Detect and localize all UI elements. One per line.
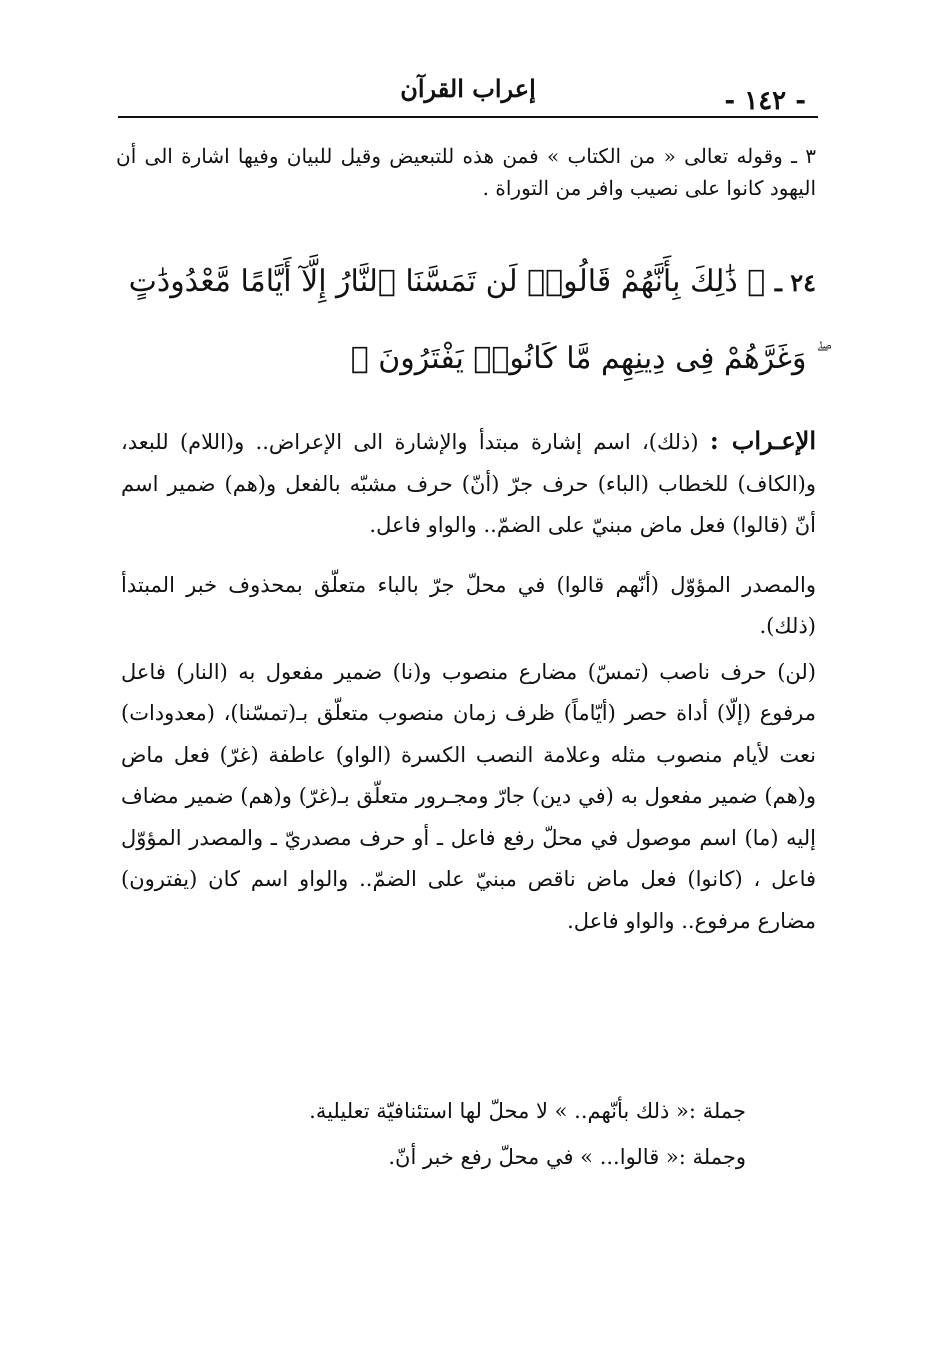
verse-text: ﴿ ذَٰلِكَ بِأَنَّهُمْ قَالُوا۟ لَن تَمَسَّنَا ٱلنَّارُ إِلَّآ أَيَّامًا مَّعْدُودَٰتٍ ۖ وَغَرَّهُمْ فِى دِينِهِم مَّا كَانُوا۟ يَفْتَرُونَ ﴾ <box>128 264 816 376</box>
footnote: ٣ ـ وقوله تعالى « من الكتاب » فمن هذه للتبعيض وقيل للبيان وفيها اشارة الى أن اليهود كانوا على نصيب وافر من التوراة . <box>116 144 816 200</box>
parsing-label: الإعـراب : <box>709 426 816 455</box>
page-number: - ١٤٢ - <box>724 86 806 116</box>
sentence-analysis <box>186 1088 746 1180</box>
parsing-paragraph-1 <box>121 420 816 547</box>
parsing-paragraph-1-text: (ذلك)، اسم إشارة مبتدأ والإشارة الى الإعراض.. و(اللام) للبعد، و(الكاف) للخطاب (الباء) حرف جرّ (أنّ) حرف مشبّه بالفعل و(هم) ضمير اسم أنّ (قالوا) فعل ماض مبنيّ على الضمّ.. والواو فاعل. <box>121 430 816 537</box>
sentence-1: جملة :« ذلك بأنّهم.. » لا محلّ لها استئنافيّة تعليلية. <box>309 1099 746 1123</box>
quran-verse <box>111 244 816 397</box>
sentence-2: وجملة :« قالوا... » في محلّ رفع خبر أنّ. <box>388 1145 746 1169</box>
parsing-paragraph-2: والمصدر المؤوّل (أنّهم قالوا) في محلّ جرّ بالباء متعلّق بمحذوف خبر المبتدأ (ذلك). <box>121 572 816 638</box>
page-header <box>118 62 818 118</box>
parsing-paragraph-3: (لن) حرف ناصب (تمسّ) مضارع منصوب و(نا) ضمير مفعول به (النار) فاعل مرفوع (إلّا) أداة حصر (أيّاماً) ظرف زمان منصوب متعلّق بـ(تمسّنا)، (معدودات) نعت لأيام منصوب مثله وعلامة النصب الكسرة (الواو) عاطفة (غرّ) فعل ماض و(هم) ضمير مفعول به (في دين) جارّ ومجـرور متعلّق بـ(غرّ) و(هم) ضمير مضاف إليه (ما) اسم موصول في محلّ رفع فاعل ـ أو حرف مصدريّ ـ والمصدر المؤوّل فاعل ، (كانوا) فعل ماض ناقص مبنيّ على الضمّ.. والواو اسم كان (يفترون) مضارع مرفوع.. والواو فاعل. <box>121 659 816 933</box>
parsing-section <box>121 420 816 960</box>
verse-number: ٢٤ ـ <box>774 268 816 297</box>
book-title: إعراب القرآن <box>400 74 536 103</box>
